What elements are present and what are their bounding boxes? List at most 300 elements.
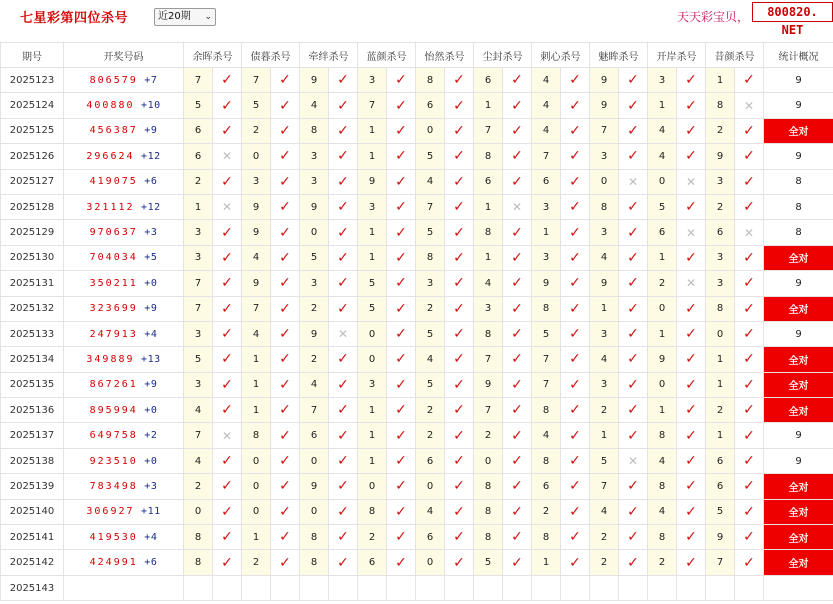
check-icon: ✓ [329, 68, 358, 93]
kill-number: 1 [242, 347, 271, 372]
kill-number: 7 [474, 118, 503, 143]
check-icon: ✓ [503, 118, 532, 143]
kill-number: 1 [358, 423, 387, 448]
kill-number: 6 [532, 474, 561, 499]
kill-number: 2 [648, 550, 677, 575]
kill-number: 3 [184, 321, 213, 346]
kill-number: 4 [184, 448, 213, 473]
check-icon: ✓ [445, 271, 474, 296]
kill-number: 5 [474, 550, 503, 575]
header-cixin: 刺心杀号 [532, 43, 590, 68]
check-icon: ✓ [561, 296, 590, 321]
check-icon: ✓ [329, 448, 358, 473]
period-select-value: 近20期 [158, 11, 191, 22]
kill-number: 9 [242, 194, 271, 219]
kill-number: 1 [358, 448, 387, 473]
check-icon: ✓ [445, 220, 474, 245]
kill-number: 7 [300, 398, 329, 423]
check-icon: ✓ [329, 245, 358, 270]
table-body [1, 68, 833, 601]
draw-number: 456387 [89, 125, 138, 137]
header-draw: 开奖号码 [64, 43, 184, 68]
kill-number: 3 [706, 271, 735, 296]
check-icon: ✓ [677, 398, 706, 423]
table-header-row [1, 43, 833, 68]
check-icon: ✓ [271, 169, 300, 194]
kill-number: 3 [590, 144, 619, 169]
current-kill-number: 3 [184, 575, 213, 600]
kill-number: 8 [358, 499, 387, 524]
kill-number: 3 [706, 245, 735, 270]
header-issue: 期号 [1, 43, 64, 68]
kill-number: 5 [242, 93, 271, 118]
check-icon: ✓ [619, 423, 648, 448]
kill-number: 1 [474, 245, 503, 270]
check-icon: ✓ [619, 499, 648, 524]
kill-number: 1 [706, 423, 735, 448]
kill-number: 2 [184, 474, 213, 499]
kill-number: 1 [532, 220, 561, 245]
page-title: 七星彩第四位杀号 [20, 11, 129, 26]
kill-number: 4 [590, 347, 619, 372]
kill-number: 0 [416, 118, 445, 143]
kill-number: 4 [648, 499, 677, 524]
kill-number: 1 [358, 118, 387, 143]
check-icon: ✓ [677, 525, 706, 550]
header-yuhui: 余晖杀号 [184, 43, 242, 68]
period-select[interactable] [154, 8, 216, 26]
draw-number: 400880 [86, 100, 135, 112]
table-row [1, 144, 833, 169]
table-row [1, 347, 833, 372]
issue-cell: 2025138 [1, 448, 64, 473]
check-icon: ✓ [677, 550, 706, 575]
header-yiran: 怡然杀号 [416, 43, 474, 68]
kill-number: 8 [706, 93, 735, 118]
header-qianban: 牵绊杀号 [300, 43, 358, 68]
kill-number: 3 [358, 68, 387, 93]
check-icon: ✓ [329, 271, 358, 296]
stat-cell: 全对 [764, 398, 833, 423]
draw-cell [64, 448, 184, 473]
check-icon: ✓ [387, 68, 416, 93]
check-icon: ✓ [329, 118, 358, 143]
current-kill-number: 9 [358, 575, 387, 600]
check-icon: ✓ [561, 525, 590, 550]
check-icon: ✓ [561, 245, 590, 270]
kill-number: 3 [358, 372, 387, 397]
stat-cell: 9 [764, 448, 833, 473]
kill-number: 4 [532, 93, 561, 118]
table-row [1, 525, 833, 550]
check-icon: ✓ [387, 448, 416, 473]
kill-number: 5 [358, 296, 387, 321]
check-icon: ✓ [619, 93, 648, 118]
check-icon: ✓ [561, 169, 590, 194]
kill-number: 2 [242, 550, 271, 575]
stat-cell: 全对 [764, 245, 833, 270]
check-icon: ✓ [445, 525, 474, 550]
kill-number: 3 [184, 245, 213, 270]
check-icon: ✓ [445, 474, 474, 499]
check-icon: ✓ [503, 423, 532, 448]
kill-number: 9 [532, 271, 561, 296]
check-icon: ✓ [503, 271, 532, 296]
stat-cell: 9 [764, 144, 833, 169]
kill-number: 4 [648, 118, 677, 143]
kill-number: 3 [532, 194, 561, 219]
check-icon: ✓ [735, 372, 764, 397]
current-row [1, 575, 833, 600]
kill-number: 7 [532, 372, 561, 397]
check-icon: ✓ [387, 169, 416, 194]
check-icon: ✓ [503, 245, 532, 270]
kill-number: 0 [648, 372, 677, 397]
issue-cell: 2025141 [1, 525, 64, 550]
table-row [1, 398, 833, 423]
kill-number: 8 [532, 448, 561, 473]
check-icon: ✓ [503, 93, 532, 118]
issue-cell: 2025134 [1, 347, 64, 372]
check-icon: ✓ [271, 296, 300, 321]
kill-number: 8 [590, 194, 619, 219]
kill-number: 8 [648, 423, 677, 448]
stat-cell: 全对 [764, 525, 833, 550]
check-icon: ✓ [735, 271, 764, 296]
check-icon: ✓ [445, 245, 474, 270]
issue-cell: 2025126 [1, 144, 64, 169]
table-row [1, 296, 833, 321]
kill-number: 7 [532, 347, 561, 372]
kill-number: 0 [358, 474, 387, 499]
check-icon: ✓ [677, 245, 706, 270]
check-icon: ✓ [677, 68, 706, 93]
kill-number: 4 [300, 93, 329, 118]
draw-bonus: +6 [144, 557, 158, 569]
issue-cell: 2025132 [1, 296, 64, 321]
draw-number: 923510 [89, 455, 138, 467]
check-icon: ✓ [271, 550, 300, 575]
kill-number: 1 [242, 525, 271, 550]
kill-number: 3 [358, 194, 387, 219]
check-icon: ✓ [677, 144, 706, 169]
draw-cell [64, 525, 184, 550]
check-icon: ✓ [735, 474, 764, 499]
kill-number: 0 [416, 550, 445, 575]
kill-number: 3 [474, 296, 503, 321]
issue-cell: 2025128 [1, 194, 64, 219]
stat-cell: 全对 [764, 296, 833, 321]
draw-number: 419075 [89, 176, 138, 188]
check-icon: ✓ [561, 372, 590, 397]
draw-number: 323699 [89, 303, 138, 315]
kill-number: 2 [358, 525, 387, 550]
check-icon: ✓ [619, 245, 648, 270]
check-icon: ✓ [503, 525, 532, 550]
current-blank-cell [387, 575, 416, 600]
kill-number: 7 [184, 271, 213, 296]
table-row [1, 448, 833, 473]
cross-icon: ✕ [619, 169, 648, 194]
kill-number: 9 [590, 68, 619, 93]
draw-number: 350211 [89, 277, 138, 289]
kill-number: 7 [590, 474, 619, 499]
draw-bonus: +12 [141, 201, 161, 213]
check-icon: ✓ [677, 321, 706, 346]
check-icon: ✓ [503, 499, 532, 524]
check-icon: ✓ [503, 372, 532, 397]
stat-cell: 全对 [764, 118, 833, 143]
kill-number: 6 [648, 220, 677, 245]
check-icon: ✓ [387, 144, 416, 169]
check-icon: ✓ [561, 144, 590, 169]
check-icon: ✓ [735, 245, 764, 270]
check-icon: ✓ [271, 372, 300, 397]
kill-number: 2 [300, 296, 329, 321]
draw-cell [64, 169, 184, 194]
kill-number: 3 [300, 144, 329, 169]
kill-number: 0 [358, 347, 387, 372]
check-icon: ✓ [329, 93, 358, 118]
kill-number: 3 [300, 169, 329, 194]
draw-cell [64, 194, 184, 219]
kill-number: 1 [590, 296, 619, 321]
promo-link[interactable]: 天天彩宝贝， [677, 10, 750, 24]
current-kill-number: 9 [416, 575, 445, 600]
check-icon: ✓ [271, 194, 300, 219]
current-kill-number: 0 [474, 575, 503, 600]
kill-number: 4 [532, 423, 561, 448]
stat-cell: 9 [764, 271, 833, 296]
kill-number: 7 [184, 423, 213, 448]
check-icon: ✓ [735, 423, 764, 448]
kill-number: 5 [416, 321, 445, 346]
kill-number: 5 [648, 194, 677, 219]
check-icon: ✓ [387, 525, 416, 550]
kill-number: 8 [416, 245, 445, 270]
check-icon: ✓ [619, 550, 648, 575]
check-icon: ✓ [619, 144, 648, 169]
check-icon: ✓ [271, 68, 300, 93]
kill-number: 2 [416, 296, 445, 321]
draw-number: 247913 [89, 328, 138, 340]
check-icon: ✓ [271, 499, 300, 524]
draw-number: 895994 [89, 404, 138, 416]
table-row [1, 474, 833, 499]
kill-number: 3 [184, 372, 213, 397]
check-icon: ✓ [271, 118, 300, 143]
kill-number: 0 [590, 169, 619, 194]
draw-bonus: +10 [141, 100, 161, 112]
check-icon: ✓ [329, 525, 358, 550]
check-icon: ✓ [445, 321, 474, 346]
kill-number: 4 [532, 118, 561, 143]
kill-number: 3 [590, 321, 619, 346]
draw-cell [64, 550, 184, 575]
kill-number: 1 [706, 372, 735, 397]
kill-number: 9 [590, 271, 619, 296]
check-icon: ✓ [677, 296, 706, 321]
check-icon: ✓ [387, 398, 416, 423]
draw-cell [64, 220, 184, 245]
check-icon: ✓ [329, 423, 358, 448]
kill-number: 8 [532, 525, 561, 550]
kill-number: 5 [706, 499, 735, 524]
kill-number: 9 [300, 474, 329, 499]
check-icon: ✓ [735, 144, 764, 169]
kill-number: 2 [474, 423, 503, 448]
current-issue-cell: 2025143 [1, 575, 64, 600]
kill-number: 2 [706, 398, 735, 423]
check-icon: ✓ [445, 448, 474, 473]
check-icon: ✓ [445, 347, 474, 372]
check-icon: ✓ [387, 194, 416, 219]
check-icon: ✓ [271, 245, 300, 270]
check-icon: ✓ [213, 372, 242, 397]
kill-number: 5 [184, 347, 213, 372]
check-icon: ✓ [503, 220, 532, 245]
check-icon: ✓ [271, 93, 300, 118]
current-stat-cell [764, 575, 833, 600]
draw-number: 424991 [89, 557, 138, 569]
kill-number: 9 [242, 271, 271, 296]
cross-icon: ✕ [503, 194, 532, 219]
current-blank-cell [619, 575, 648, 600]
kill-number: 8 [300, 118, 329, 143]
check-icon: ✓ [387, 372, 416, 397]
kill-number: 5 [416, 372, 445, 397]
kill-number: 0 [416, 474, 445, 499]
kill-number: 1 [648, 398, 677, 423]
kill-number: 7 [358, 93, 387, 118]
check-icon: ✓ [387, 321, 416, 346]
header-stat: 统计概况 [764, 43, 833, 68]
draw-bonus: +2 [144, 430, 158, 442]
check-icon: ✓ [271, 220, 300, 245]
kill-number: 6 [300, 423, 329, 448]
kill-number: 6 [474, 169, 503, 194]
kill-number: 7 [590, 118, 619, 143]
check-icon: ✓ [387, 296, 416, 321]
check-icon: ✓ [213, 296, 242, 321]
kill-number: 3 [706, 169, 735, 194]
draw-cell [64, 245, 184, 270]
kill-number: 4 [648, 144, 677, 169]
check-icon: ✓ [445, 550, 474, 575]
check-icon: ✓ [561, 220, 590, 245]
check-icon: ✓ [619, 220, 648, 245]
current-kill-number: 4 [242, 575, 271, 600]
issue-cell: 2025142 [1, 550, 64, 575]
current-blank-cell [329, 575, 358, 600]
kill-number: 2 [706, 194, 735, 219]
check-icon: ✓ [503, 448, 532, 473]
check-icon: ✓ [329, 550, 358, 575]
kill-number: 8 [648, 474, 677, 499]
check-icon: ✓ [561, 271, 590, 296]
draw-cell [64, 144, 184, 169]
check-icon: ✓ [445, 68, 474, 93]
check-icon: ✓ [387, 93, 416, 118]
draw-number: 783498 [89, 480, 138, 492]
kill-number: 2 [532, 499, 561, 524]
draw-bonus: +0 [144, 277, 158, 289]
kill-number: 8 [532, 398, 561, 423]
kill-number: 8 [474, 144, 503, 169]
draw-cell [64, 423, 184, 448]
kill-number: 7 [184, 68, 213, 93]
kill-number: 2 [590, 550, 619, 575]
cross-icon: ✕ [619, 448, 648, 473]
check-icon: ✓ [387, 271, 416, 296]
draw-cell [64, 347, 184, 372]
check-icon: ✓ [503, 169, 532, 194]
site-badge[interactable]: 800820. NET [752, 2, 833, 22]
check-icon: ✓ [619, 271, 648, 296]
check-icon: ✓ [387, 245, 416, 270]
draw-bonus: +9 [144, 125, 158, 137]
draw-bonus: +4 [144, 328, 158, 340]
kill-number: 3 [300, 271, 329, 296]
kill-number: 4 [416, 347, 445, 372]
kill-number: 9 [242, 220, 271, 245]
draw-cell [64, 271, 184, 296]
check-icon: ✓ [619, 118, 648, 143]
check-icon: ✓ [445, 296, 474, 321]
kill-number: 0 [242, 144, 271, 169]
check-icon: ✓ [445, 93, 474, 118]
check-icon: ✓ [213, 347, 242, 372]
kill-number: 6 [706, 220, 735, 245]
kill-number: 8 [648, 525, 677, 550]
check-icon: ✓ [503, 398, 532, 423]
check-icon: ✓ [561, 347, 590, 372]
check-icon: ✓ [619, 398, 648, 423]
kill-number: 5 [532, 321, 561, 346]
check-icon: ✓ [445, 499, 474, 524]
kill-number: 8 [300, 550, 329, 575]
kill-number: 5 [590, 448, 619, 473]
check-icon: ✓ [561, 93, 590, 118]
check-icon: ✓ [735, 347, 764, 372]
draw-number: 419530 [89, 531, 138, 543]
kill-number: 8 [532, 296, 561, 321]
check-icon: ✓ [619, 296, 648, 321]
kill-number: 8 [184, 525, 213, 550]
kill-number: 6 [416, 448, 445, 473]
stat-cell: 8 [764, 169, 833, 194]
check-icon: ✓ [271, 347, 300, 372]
check-icon: ✓ [735, 68, 764, 93]
kill-number: 0 [242, 474, 271, 499]
draw-bonus: +3 [144, 227, 158, 239]
table-row [1, 423, 833, 448]
kill-number: 5 [184, 93, 213, 118]
draw-cell [64, 68, 184, 93]
kill-number: 0 [300, 220, 329, 245]
check-icon: ✓ [213, 550, 242, 575]
table-row [1, 550, 833, 575]
kill-number: 4 [590, 245, 619, 270]
check-icon: ✓ [329, 144, 358, 169]
check-icon: ✓ [445, 372, 474, 397]
check-icon: ✓ [735, 169, 764, 194]
check-icon: ✓ [271, 271, 300, 296]
issue-cell: 2025124 [1, 93, 64, 118]
check-icon: ✓ [735, 398, 764, 423]
draw-number: 321112 [86, 201, 135, 213]
check-icon: ✓ [329, 347, 358, 372]
